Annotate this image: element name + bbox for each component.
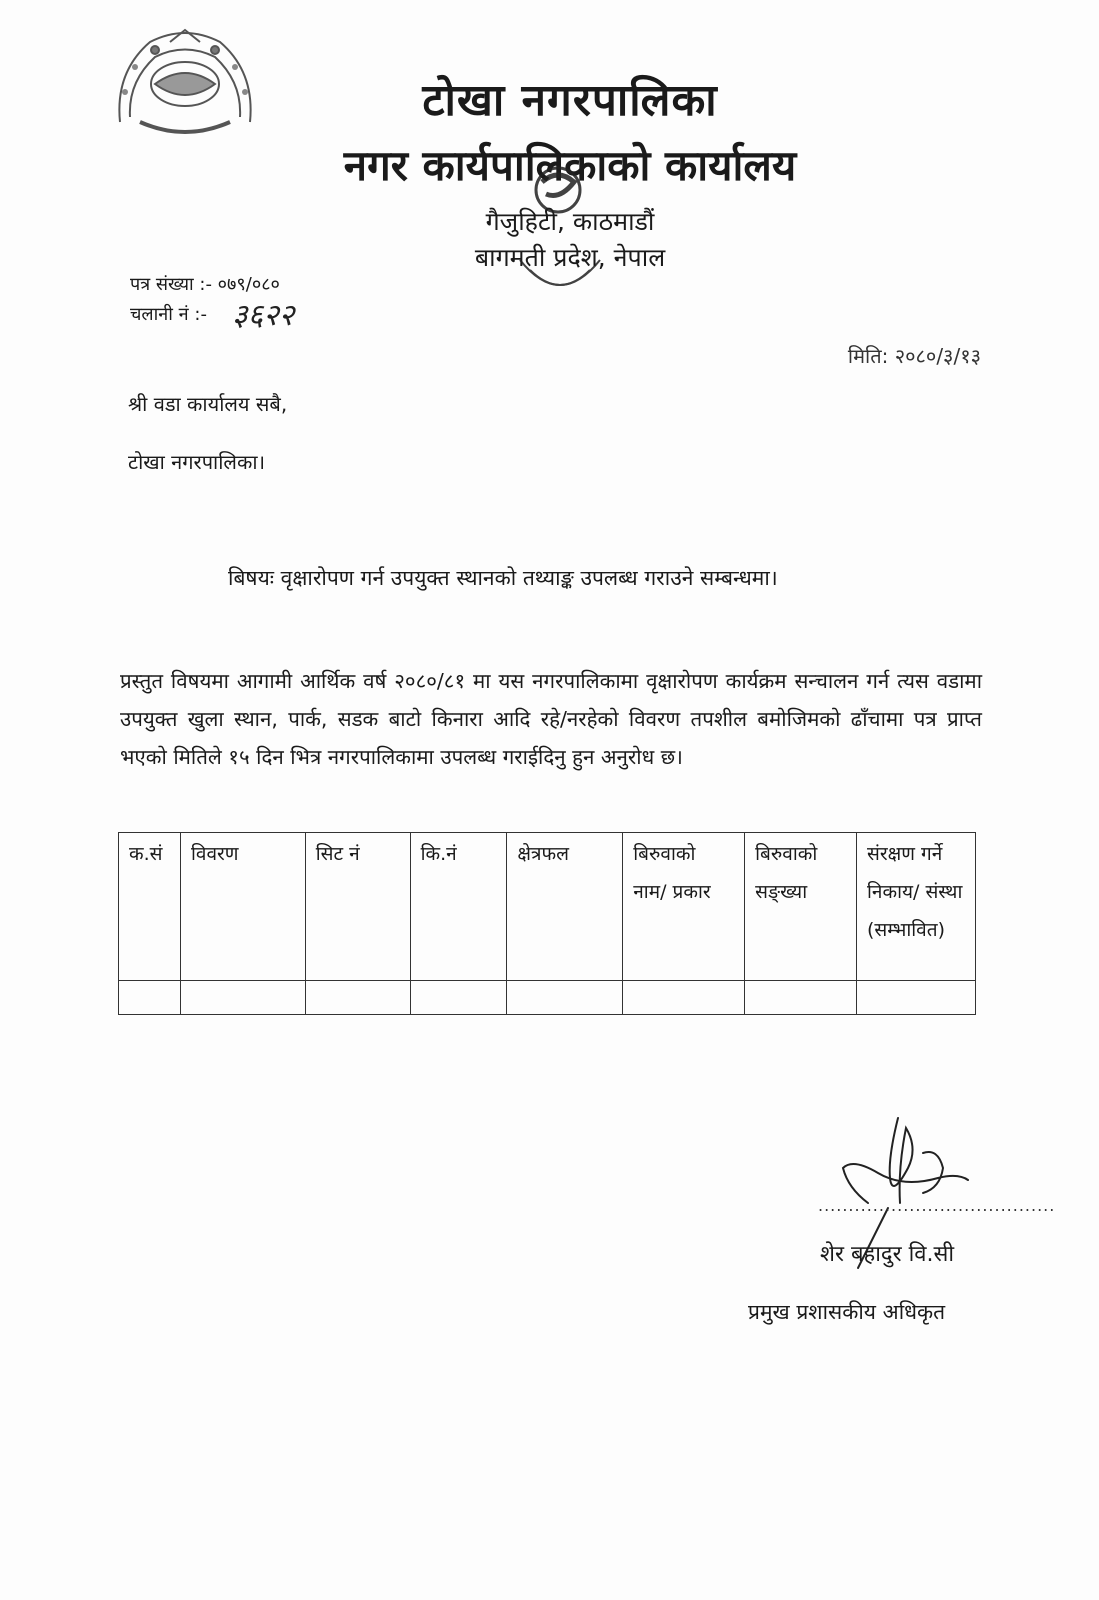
table-row	[119, 981, 976, 1015]
office-name: टोखा नगरपालिका	[422, 75, 718, 126]
table-cell	[410, 981, 507, 1015]
signatory-name: शेर बहादुर वि.सी	[820, 1242, 955, 1267]
table-header-cell: विवरण	[180, 833, 305, 981]
letter-subject: बिषयः वृक्षारोपण गर्न उपयुक्त स्थानको तथ्याङ्क उपलब्ध गराउने सम्बन्धमा।	[228, 566, 778, 590]
table-header-cell: क्षेत्रफल	[507, 833, 623, 981]
recipient-line2: टोखा नगरपालिका।	[128, 450, 266, 474]
government-emblem-icon	[110, 22, 260, 140]
table-cell	[305, 981, 410, 1015]
table-cell	[745, 981, 857, 1015]
table-header-cell: बिरुवाको नाम/ प्रकार	[623, 833, 745, 981]
patra-sankhya: पत्र संख्या :- ०७९/०८०	[130, 274, 280, 295]
detail-table	[118, 832, 976, 1015]
chalani-number: ३६२२	[232, 298, 295, 333]
table-header-cell: कि.नं	[410, 833, 507, 981]
office-subtitle: नगर कार्यपालिकाको कार्यालय	[343, 141, 797, 190]
table-cell	[857, 981, 976, 1015]
table-header-cell: संरक्षण गर्ने निकाय/ संस्था (सम्भावित)	[857, 833, 976, 981]
table-cell	[507, 981, 623, 1015]
chalani-label: चलानी नं :-	[130, 304, 207, 325]
signature-line: .......................................	[818, 1196, 1056, 1215]
table-header-cell: सिट नं	[305, 833, 410, 981]
letter-body: प्रस्तुत विषयमा आगामी आर्थिक वर्ष २०८०/८१ मा यस नगरपालिकामा वृक्षारोपण कार्यक्रम सन्चालन गर्न त्यस वडामा उपयुक्त खुला स्थान, पार्क, सडक बाटो किनारा आदि रहे/नरहेको विवरण तपशील बमोजिमको ढाँचामा पत्र प्राप्त भएको मितिले १५ दिन भित्र नगरपालिकामा उपलब्ध गराईदिनु हुन अनुरोध छ।	[120, 669, 982, 769]
office-address-line2: बागमती प्रदेश, नेपाल	[474, 243, 666, 272]
table-header-row	[119, 833, 976, 981]
office-stamp-icon	[490, 160, 630, 340]
office-address-line1: गैजुहिटी, काठमाडौं	[485, 207, 655, 236]
letter-date: मिति: २०८०/३/१३	[847, 344, 981, 368]
table-header-cell: बिरुवाको सङ्ख्या	[745, 833, 857, 981]
table-header-cell: क.सं	[119, 833, 181, 981]
recipient-line1: श्री वडा कार्यालय सबै,	[128, 392, 288, 416]
signatory-designation: प्रमुख प्रशासकीय अधिकृत	[748, 1300, 946, 1324]
table-cell	[180, 981, 305, 1015]
table-cell	[119, 981, 181, 1015]
table-cell	[623, 981, 745, 1015]
